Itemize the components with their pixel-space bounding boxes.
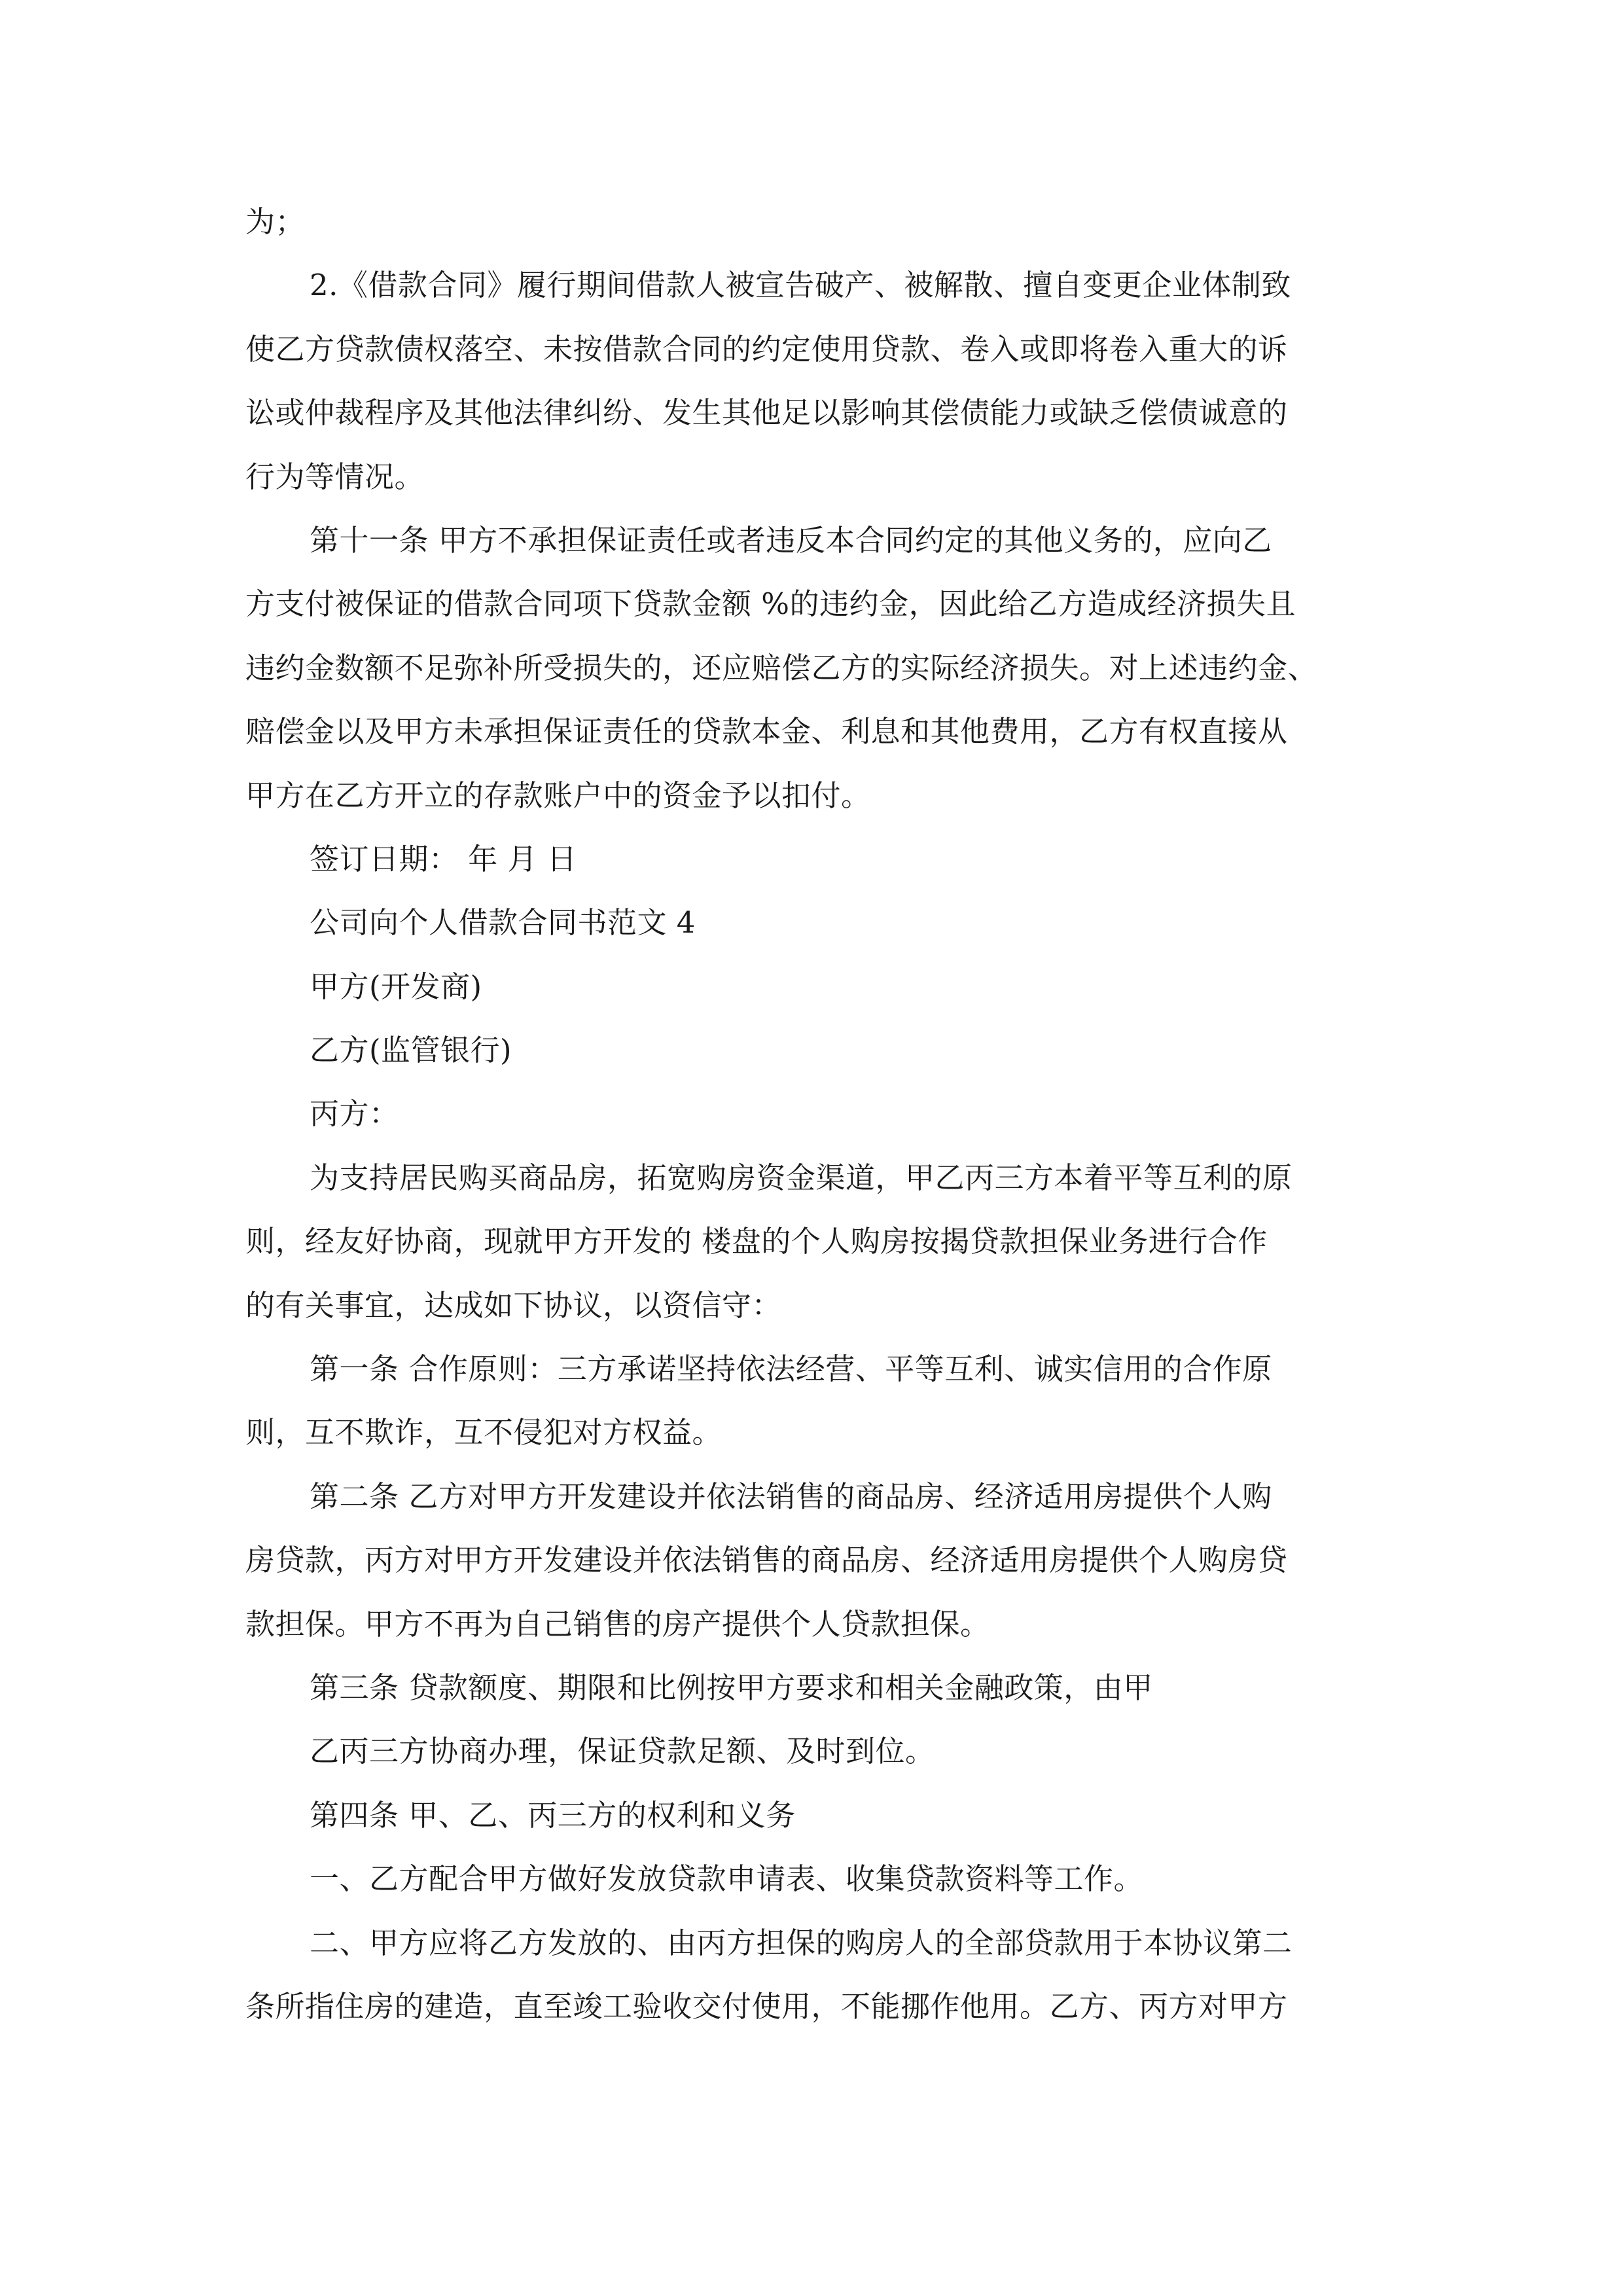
text-line: 的有关事宜，达成如下协议，以资信守： — [245, 1287, 782, 1323]
text-line: 第一条 合作原则：三方承诺坚持依法经营、平等互利、诚实信用的合作原 — [310, 1352, 1272, 1387]
text-line: 乙方(监管银行) — [310, 1033, 512, 1068]
text-line: 甲方(开发商) — [310, 969, 482, 1004]
text-line: 丙方： — [310, 1096, 399, 1132]
text-line: 2.《借款合同》履行期间借款人被宣告破产、被解散、擅自变更企业体制致 — [310, 268, 1291, 303]
text-line: 使乙方贷款债权落空、未按借款合同的约定使用贷款、卷入或即将卷入重大的诉 — [245, 331, 1288, 367]
text-line: 房贷款，丙方对甲方开发建设并依法销售的商品房、经济适用房提供个人购房贷 — [245, 1543, 1288, 1578]
text-line: 第二条 乙方对甲方开发建设并依法销售的商品房、经济适用房提供个人购 — [310, 1479, 1272, 1514]
text-line: 签订日期： 年 月 日 — [310, 841, 577, 876]
text-line: 则，经友好协商，现就甲方开发的 楼盘的个人购房按揭贷款担保业务进行合作 — [245, 1224, 1268, 1259]
body-text — [245, 190, 1378, 2038]
text-line: 讼或仲裁程序及其他法律纠纷、发生其他足以影响其偿债能力或缺乏偿债诚意的 — [245, 395, 1288, 431]
text-line: 为； — [245, 204, 306, 239]
text-line: 第三条 贷款额度、期限和比例按甲方要求和相关金融政策，由甲 — [310, 1670, 1153, 1705]
text-line: 违约金数额不足弥补所受损失的，还应赔偿乙方的实际经济损失。对上述违约金、 — [245, 650, 1318, 685]
text-line: 公司向个人借款合同书范文 4 — [310, 905, 696, 941]
text-line: 一、乙方配合甲方做好发放贷款申请表、收集贷款资料等工作。 — [310, 1861, 1144, 1897]
text-line: 行为等情况。 — [245, 459, 425, 494]
text-line: 条所指住房的建造，直至竣工验收交付使用，不能挪作他用。乙方、丙方对甲方 — [245, 1988, 1288, 2024]
text-line: 第四条 甲、乙、丙三方的权利和义务 — [310, 1797, 796, 1833]
text-line: 则，互不欺诈，互不侵犯对方权益。 — [245, 1415, 722, 1450]
text-line: 为支持居民购买商品房，拓宽购房资金渠道，甲乙丙三方本着平等互利的原 — [310, 1160, 1293, 1195]
text-line: 赔偿金以及甲方未承担保证责任的贷款本金、利息和其他费用，乙方有权直接从 — [245, 714, 1288, 749]
text-line: 甲方在乙方开立的存款账户中的资金予以扣付。 — [245, 778, 871, 813]
text-line: 二、甲方应将乙方发放的、由丙方担保的购房人的全部贷款用于本协议第二 — [310, 1925, 1293, 1960]
text-line: 方支付被保证的借款合同项下贷款金额 %的违约金，因此给乙方造成经济损失且 — [245, 586, 1296, 622]
text-line: 款担保。甲方不再为自己销售的房产提供个人贷款担保。 — [245, 1606, 990, 1641]
text-line: 第十一条 甲方不承担保证责任或者违反本合同约定的其他义务的，应向乙 — [310, 522, 1272, 558]
text-line: 乙丙三方协商办理，保证贷款足额、及时到位。 — [310, 1734, 935, 1769]
